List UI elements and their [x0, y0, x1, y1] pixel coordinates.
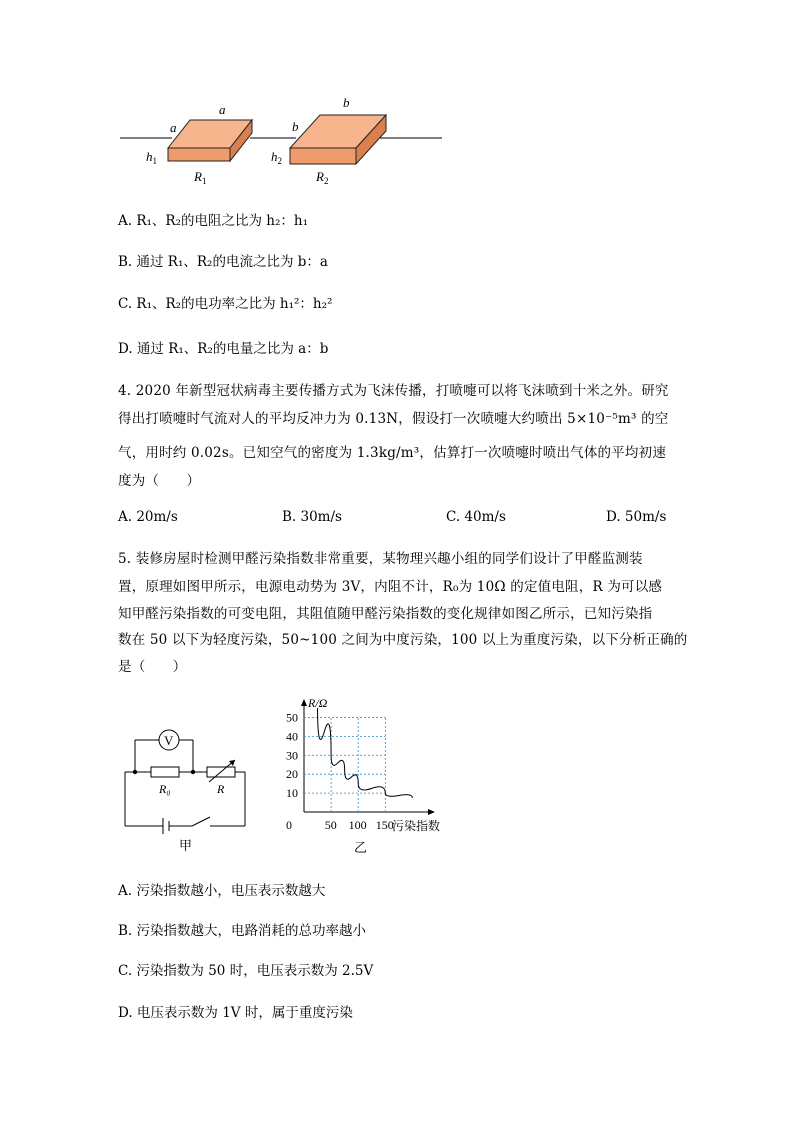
resistor-r0: [151, 767, 179, 777]
chart-x-tick-label: 0: [286, 818, 292, 832]
label-h2: $h_2$: [271, 149, 282, 166]
q5-option-d: D. 电压表示数为 1V 时，属于重度污染: [118, 1005, 353, 1021]
chart-caption: 乙: [354, 840, 368, 854]
label-b-top: b: [343, 95, 350, 110]
chart-y-tick-label: 30: [286, 748, 298, 763]
q5-text-line1: 5. 装修房屋时检测甲醛污染指数非常重要，某物理兴趣小组的同学们设计了甲醛监测装: [118, 551, 643, 567]
resistance-chart: [282, 694, 452, 854]
q4-text-line3: 气，用时约 0.02s。已知空气的密度为 1.3kg/m³，估算打一次喷嚏时喷出气体的平均初速: [118, 445, 667, 461]
caption-jia: 甲: [179, 838, 193, 853]
q4-text-line4: 度为（ ）: [118, 473, 201, 489]
q5-text-line3: 知甲醛污染指数的可变电阻，其阻值随甲醛污染指数的变化规律如图乙所示，已知污染指: [118, 606, 653, 622]
chart-x-tick-label: 50: [324, 818, 337, 832]
chart-y-tick-label: 40: [286, 729, 298, 744]
chart-y-tick-label: 20: [286, 767, 298, 782]
q4-option-c: C. 40m/s: [446, 509, 506, 525]
label-h1: $h_1$: [146, 149, 157, 166]
label-a-top: a: [219, 102, 226, 117]
block-r1: [168, 120, 252, 161]
chart-x-tick-label: 100: [348, 818, 367, 832]
resistor-blocks-figure: [0, 0, 794, 200]
label-a-side: a: [170, 120, 177, 135]
circuit-diagram: [115, 720, 255, 880]
q5-text-line2: 置，原理如图甲所示，电源电动势为 3V，内阻不计，R₀为 10Ω 的定值电阻，R 为可以感: [118, 579, 663, 595]
chart-ylabel: R/Ω: [308, 696, 328, 710]
chart-y-tick-label: 10: [286, 786, 298, 801]
q5-text-line4: 数在 50 以下为轻度污染，50~100 之间为中度污染，100 以上为重度污染，以下分析正确的: [118, 632, 688, 648]
q4-option-d: D. 50m/s: [606, 509, 667, 525]
voltmeter-label: V: [164, 733, 174, 748]
q4-option-b: B. 30m/s: [282, 509, 342, 525]
q5-option-a: A. 污染指数越小，电压表示数越大: [118, 883, 326, 899]
label-r0: R₀: [159, 782, 171, 796]
label-b-side: b: [292, 119, 299, 134]
q5-text-line5: 是（ ）: [118, 659, 187, 675]
q3-option-b: B. 通过 R₁、R₂的电流之比为 b：a: [118, 254, 328, 270]
q5-option-b: B. 污染指数越大，电路消耗的总功率越小: [118, 923, 367, 939]
q4-option-a: A. 20m/s: [118, 509, 178, 525]
chart-xlabel: 污染指数: [392, 819, 441, 833]
q4-text-line1: 4. 2020 年新型冠状病毒主要传播方式为飞沫传播，打喷嚏可以将飞沫喷到十米之外。研究: [118, 383, 669, 399]
chart-series-line: [318, 708, 413, 798]
q5-option-c: C. 污染指数为 50 时，电压表示数为 2.5V: [118, 963, 374, 979]
chart-x-tick-label: 150: [375, 818, 394, 832]
chart-y-tick-label: 50: [286, 710, 298, 725]
label-r2: $R_2$: [316, 169, 329, 186]
q3-option-a: A. R₁、R₂的电阻之比为 h₂：h₁: [118, 213, 308, 229]
q3-option-c: C. R₁、R₂的电功率之比为 h₁²：h₂²: [118, 296, 333, 312]
block-r2: [290, 115, 386, 164]
q4-text-line2: 得出打喷嚏时气流对人的平均反冲力为 0.13N，假设打一次喷嚏大约喷出 5×10⁻⁵m³ 的空: [118, 411, 669, 427]
label-r: R: [217, 782, 225, 796]
q3-option-d: D. 通过 R₁、R₂的电量之比为 a：b: [118, 341, 329, 357]
label-r1: $R_1$: [194, 169, 207, 186]
